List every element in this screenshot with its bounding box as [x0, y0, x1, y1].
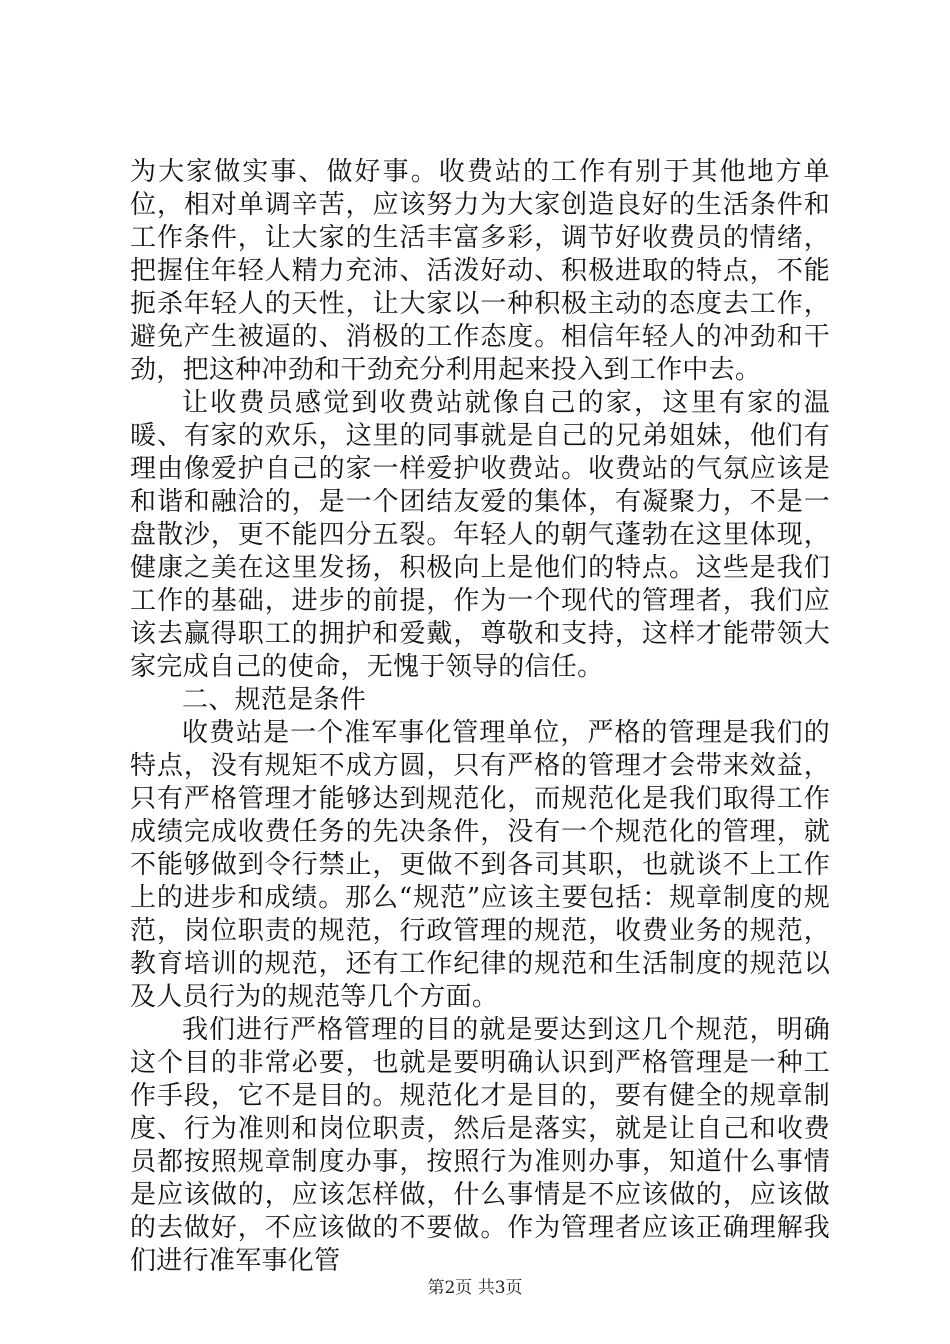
paragraph-management-purpose: 我们进行严格管理的目的就是要达到这几个规范，明确这个目的非常必要，也就是要明确认识到严格管理是一种工作手段，它不是目的。规范化才是目的，要有健全的规章制度、行为准则和岗位职责，然后是落实，就是让自己和收费员都按照规章制度办事，按照行为准则办事，知道什么事情是应该做的，应该怎样做，什么事情是不应该做的，应该做的去做好，不应该做的不要做。作为管理者应该正确理解我们进行准军事化管 [130, 1015, 830, 1276]
paragraph-strict-management: 收费站是一个准军事化管理单位，严格的管理是我们的特点，没有规矩不成方圆，只有严格的管理才会带来效益，只有严格管理才能够达到规范化，而规范化是我们取得工作成绩完成收费任务的先决条件，没有一个规范化的管理，就不能够做到令行禁止，更做不到各司其职，也就谈不上工作上的进步和成绩。那么“规范”应该主要包括：规章制度的规范，岗位职责的规范，行政管理的规范，收费业务的规范，教育培训的规范，还有工作纪律的规范和生活制度的规范以及人员行为的规范等几个方面。 [130, 718, 830, 1012]
paragraph-home-atmosphere: 让收费员感觉到收费站就像自己的家，这里有家的温暖、有家的欢乐，这里的同事就是自己的兄弟姐妹，他们有理由像爱护自己的家一样爱护收费站。收费站的气氛应该是和谐和融洽的，是一个团结友爱的集体，有凝聚力，不是一盘散沙，更不能四分五裂。年轻人的朝气蓬勃在这里体现，健康之美在这里发扬，积极向上是他们的特点。这些是我们工作的基础，进步的前提，作为一个现代的管理者，我们应该去赢得职工的拥护和爱戴，尊敬和支持，这样才能带领大家完成自己的使命，无愧于领导的信任。 [130, 388, 830, 682]
document-body [130, 156, 830, 1278]
page-number-footer: 第2页 共3页 [427, 1278, 523, 1298]
section-heading-standards: 二、规范是条件 [182, 685, 367, 715]
paragraph-continuation: 为大家做实事、做好事。收费站的工作有别于其他地方单位，相对单调辛苦，应该努力为大家创造良好的生活条件和工作条件，让大家的生活丰富多彩，调节好收费员的情绪，把握住年轻人精力充沛、活泼好动、积极进取的特点，不能扼杀年轻人的天性，让大家以一种积极主动的态度去工作，避免产生被逼的、消极的工作态度。相信年轻人的冲劲和干劲，把这种冲劲和干劲充分利用起来投入到工作中去。 [130, 157, 830, 385]
